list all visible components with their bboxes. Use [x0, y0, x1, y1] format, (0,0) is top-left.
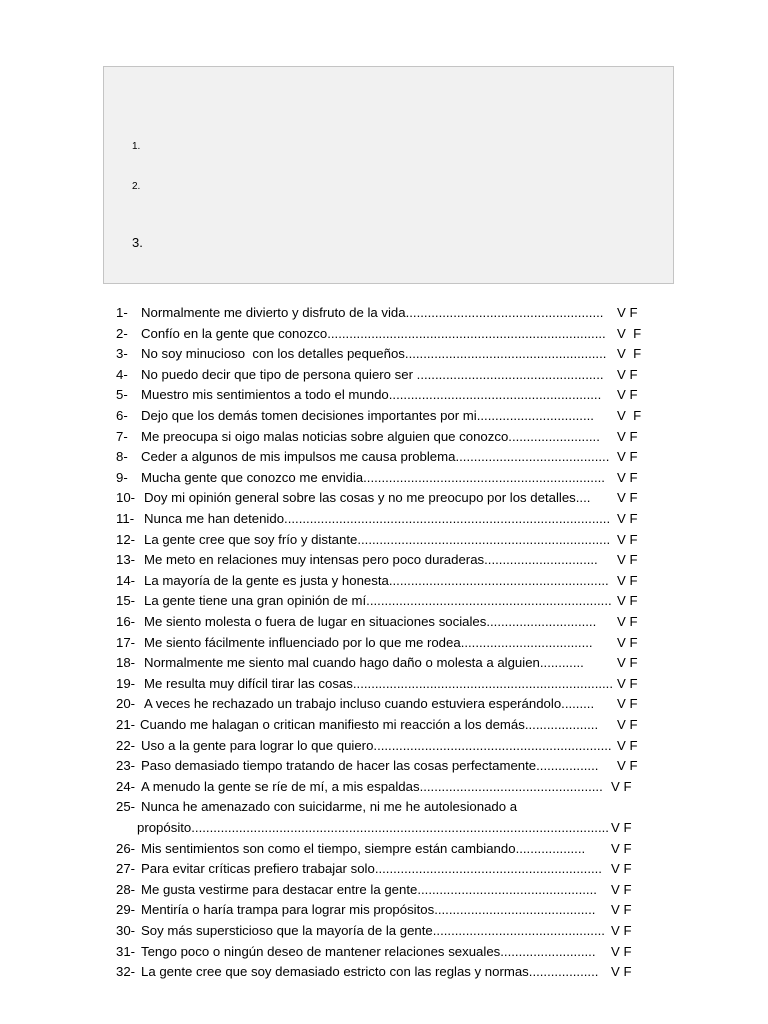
true-false-options[interactable]: V F [617, 593, 638, 609]
question-statement: Me siento molesta o fuera de lugar en situaciones sociales [144, 614, 487, 629]
question-text [141, 797, 517, 817]
dot-leader: .......................... [500, 943, 596, 959]
question-row [0, 530, 768, 550]
question-text [144, 674, 613, 694]
question-row [0, 633, 768, 653]
dot-leader: ....................................................................... [352, 675, 614, 691]
question-text [141, 942, 596, 962]
question-statement: La gente cree que soy frío y distante [144, 531, 358, 547]
question-number: 27- [116, 861, 136, 877]
question-text [144, 509, 610, 529]
question-text [141, 447, 609, 467]
question-text [141, 777, 603, 797]
box-list-number: 3. [132, 235, 143, 250]
question-number: 11- [116, 511, 135, 526]
question-statement: Me meto en relaciones muy intensas pero poco duraderas [144, 552, 485, 568]
dot-leader: ................... [528, 964, 599, 980]
question-number: 6- [116, 408, 128, 423]
dot-leader: .............................................................. [374, 861, 602, 877]
question-text [144, 694, 594, 714]
question-row [0, 612, 768, 632]
question-number: 30- [116, 923, 136, 938]
question-text [144, 550, 598, 570]
dot-leader: .................... [524, 717, 599, 732]
question-statement: La gente tiene una gran opinión de mí. [144, 593, 370, 609]
question-text [141, 736, 612, 756]
question-text [141, 839, 585, 859]
true-false-options[interactable]: V F [617, 737, 638, 753]
question-number: 5- [116, 387, 128, 403]
true-false-options[interactable]: V F [611, 902, 632, 918]
question-row [0, 550, 768, 570]
dot-leader: ................... [515, 840, 586, 856]
question-row [0, 365, 768, 385]
question-text [141, 344, 606, 364]
question-row [0, 674, 768, 694]
question-text [144, 530, 610, 550]
question-statement: Me siento fácilmente influenciado por lo que me rodea [144, 634, 461, 650]
true-false-options[interactable]: V F [617, 469, 638, 485]
dot-leader: .... [575, 490, 591, 506]
question-number: 16- [116, 614, 136, 629]
question-row [0, 694, 768, 714]
true-false-options[interactable]: V F [617, 634, 638, 650]
dot-leader: ............................... [484, 552, 598, 568]
true-false-options[interactable]: V F [611, 964, 632, 980]
dot-leader: .............................. [486, 614, 597, 629]
true-false-options[interactable]: V F [617, 305, 638, 320]
question-number: 29- [116, 902, 136, 918]
question-statement: Cuando me halagan o critican manifiesto mi reacción a los demás [140, 717, 525, 732]
question-statement: A menudo la gente se ríe de mí, a mis espaldas [141, 778, 420, 794]
question-text [141, 880, 597, 900]
question-statement: No puedo decir que tipo de persona quiero ser [141, 366, 417, 382]
dot-leader: .......................................................... [388, 387, 602, 403]
question-number: 31- [116, 943, 136, 959]
question-row [0, 509, 768, 529]
question-number: 12- [116, 531, 136, 547]
question-row [0, 818, 768, 838]
dot-leader: ......... [561, 696, 595, 712]
dot-leader: ...................................................... [405, 305, 604, 320]
question-statement: A veces he rechazado un trabajo incluso cuando estuviera esperándolo [144, 696, 562, 712]
question-text [144, 571, 609, 591]
dot-leader: ................................................. [417, 881, 597, 897]
true-false-options[interactable]: V F [611, 861, 632, 877]
question-row [0, 447, 768, 467]
dot-leader: ................. [536, 758, 599, 774]
dot-leader: .................................................................. [363, 469, 605, 485]
question-number: 10- [116, 490, 136, 506]
dot-leader: ....................................................... [404, 346, 607, 362]
question-text [141, 900, 595, 920]
dot-leader: .......................................... [455, 449, 610, 465]
true-false-options[interactable]: V F [617, 758, 638, 774]
question-number: 23- [116, 758, 136, 774]
question-text [141, 427, 600, 447]
question-row [0, 344, 768, 364]
true-false-options[interactable]: V F [617, 511, 638, 526]
dot-leader: ......................... [508, 428, 600, 444]
dot-leader: .................................................. [419, 778, 603, 794]
question-number: 26- [116, 840, 136, 856]
question-number: 25- [116, 799, 136, 815]
question-statement: La gente cree que soy demasiado estricto con las reglas y normas [141, 964, 529, 980]
question-number: 1- [116, 305, 128, 320]
dot-leader: .................................................................................................................. [191, 820, 609, 835]
question-number: 2- [116, 325, 128, 341]
dot-leader: ............ [539, 655, 584, 671]
true-false-options[interactable]: V F [617, 552, 638, 568]
question-row [0, 303, 768, 323]
question-statement: Dejo que los demás tomen decisiones importantes por mi [141, 408, 477, 423]
question-row [0, 797, 768, 817]
question-text [141, 365, 604, 385]
true-false-options[interactable]: V F [617, 346, 642, 362]
question-row [0, 942, 768, 962]
question-statement: No soy minucioso con los detalles pequeños [141, 346, 405, 362]
question-number: 18- [116, 655, 136, 671]
true-false-options[interactable]: V F [611, 840, 632, 856]
question-row [0, 385, 768, 405]
question-statement: Normalmente me divierto y disfruto de la vida [141, 305, 406, 320]
question-statement: Ceder a algunos de mis impulsos me causa problema [141, 449, 456, 465]
dot-leader: ..................................................................... [357, 531, 611, 547]
true-false-options[interactable]: V F [617, 655, 638, 671]
question-text [144, 488, 590, 508]
true-false-options[interactable]: V F [617, 449, 638, 465]
question-row [0, 324, 768, 344]
question-text [144, 633, 593, 653]
question-statement: Doy mi opinión general sobre las cosas y no me preocupo por los detalles [144, 490, 576, 506]
question-statement: Para evitar críticas prefiero trabajar solo [141, 861, 375, 877]
question-statement: Confío en la gente que conozco [141, 325, 328, 341]
true-false-options[interactable]: V F [617, 572, 638, 588]
true-false-options[interactable]: V F [611, 820, 632, 835]
dot-leader: ......................................................................................... [284, 511, 611, 526]
question-number: 22- [116, 737, 136, 753]
question-row [0, 653, 768, 673]
question-text [144, 653, 584, 673]
question-text [141, 385, 601, 405]
question-number: 21- [116, 717, 136, 732]
question-statement: Normalmente me siento mal cuando hago daño o molesta a alguien [144, 655, 540, 671]
question-number: 7- [116, 428, 128, 444]
question-statement: Uso a la gente para lograr lo que quiero [141, 737, 374, 753]
question-row [0, 715, 768, 735]
question-row [0, 962, 768, 982]
dot-leader: ................................ [476, 408, 594, 423]
question-text [141, 962, 598, 982]
question-number: 8- [116, 449, 128, 465]
question-text [140, 715, 598, 735]
question-statement: Muestro mis sentimientos a todo el mundo [141, 387, 389, 403]
dot-leader: ............................................................................ [327, 325, 606, 341]
question-statement: Paso demasiado tiempo tratando de hacer las cosas perfectamente [141, 758, 537, 774]
question-row [0, 591, 768, 611]
true-false-options[interactable]: V F [617, 325, 642, 341]
question-number: 24- [116, 778, 136, 794]
question-text [141, 921, 605, 941]
true-false-options[interactable]: V F [617, 366, 638, 382]
true-false-options[interactable]: V F [617, 614, 638, 629]
question-text [141, 406, 594, 426]
question-statement: Nunca me han detenido [144, 511, 285, 526]
dot-leader: ............................................ [434, 902, 596, 918]
box-list-number: 1. [132, 141, 141, 152]
question-row [0, 839, 768, 859]
question-row [0, 900, 768, 920]
question-text [141, 859, 602, 879]
question-number: 19- [116, 675, 136, 691]
instructions-box [103, 66, 674, 284]
question-row [0, 859, 768, 879]
question-number: 32- [116, 964, 136, 980]
box-list-number: 2. [132, 181, 141, 192]
question-text [144, 612, 596, 632]
dot-leader: .................................... [460, 634, 593, 650]
question-number: 17- [116, 634, 136, 650]
question-row [0, 488, 768, 508]
question-row [0, 880, 768, 900]
question-statement: La mayoría de la gente es justa y honesta [144, 572, 389, 588]
question-statement: Tengo poco o ningún deseo de mantener relaciones sexuales [141, 943, 501, 959]
true-false-options[interactable]: V F [617, 696, 638, 712]
question-row [0, 756, 768, 776]
true-false-options[interactable]: V F [617, 531, 638, 547]
question-number: 13- [116, 552, 136, 568]
true-false-options[interactable]: V F [611, 923, 632, 938]
question-row [0, 921, 768, 941]
true-false-options[interactable]: V F [617, 408, 642, 423]
question-text [141, 303, 603, 323]
question-row [0, 468, 768, 488]
question-text [141, 324, 606, 344]
true-false-options[interactable]: V F [617, 717, 638, 732]
dot-leader: .................................................................. [369, 593, 612, 609]
question-statement: Nunca he amenazado con suicidarme, ni me he autolesionado a [141, 799, 518, 815]
question-text [141, 756, 598, 776]
question-row [0, 427, 768, 447]
question-number: 15- [116, 593, 136, 609]
dot-leader: ............................................................ [388, 572, 609, 588]
true-false-options[interactable]: V F [611, 881, 632, 897]
question-number: 14- [116, 572, 136, 588]
true-false-options[interactable]: V F [617, 675, 638, 691]
question-row [0, 406, 768, 426]
question-row [0, 736, 768, 756]
question-statement: propósito [137, 820, 192, 835]
question-statement: Mucha gente que conozco me envidia [141, 469, 364, 485]
question-statement: Me preocupa si oigo malas noticias sobre alguien que conozco [141, 428, 509, 444]
question-statement: Soy más supersticioso que la mayoría de la gente [141, 923, 433, 938]
question-number: 9- [116, 469, 128, 485]
question-number: 28- [116, 881, 136, 897]
question-number: 20- [116, 696, 136, 712]
true-false-options[interactable]: V F [611, 943, 632, 959]
true-false-options[interactable]: V F [611, 778, 632, 794]
question-statement: Me resulta muy difícil tirar las cosas [144, 675, 353, 691]
dot-leader: ................................................................. [373, 737, 612, 753]
question-number: 4- [116, 366, 128, 382]
true-false-options[interactable]: V F [617, 428, 638, 444]
question-statement: Me gusta vestirme para destacar entre la gente [141, 881, 418, 897]
question-text [141, 468, 605, 488]
question-text [137, 818, 609, 838]
dot-leader: ................................................... [416, 366, 604, 382]
question-row [0, 571, 768, 591]
dot-leader: ............................................... [432, 923, 605, 938]
question-text [144, 591, 612, 611]
true-false-options[interactable]: V F [617, 387, 638, 403]
question-row [0, 777, 768, 797]
question-statement: Mis sentimientos son como el tiempo, siempre están cambiando [141, 840, 516, 856]
true-false-options[interactable]: V F [617, 490, 638, 506]
question-statement: Mentiría o haría trampa para lograr mis propósitos [141, 902, 435, 918]
question-number: 3- [116, 346, 128, 362]
